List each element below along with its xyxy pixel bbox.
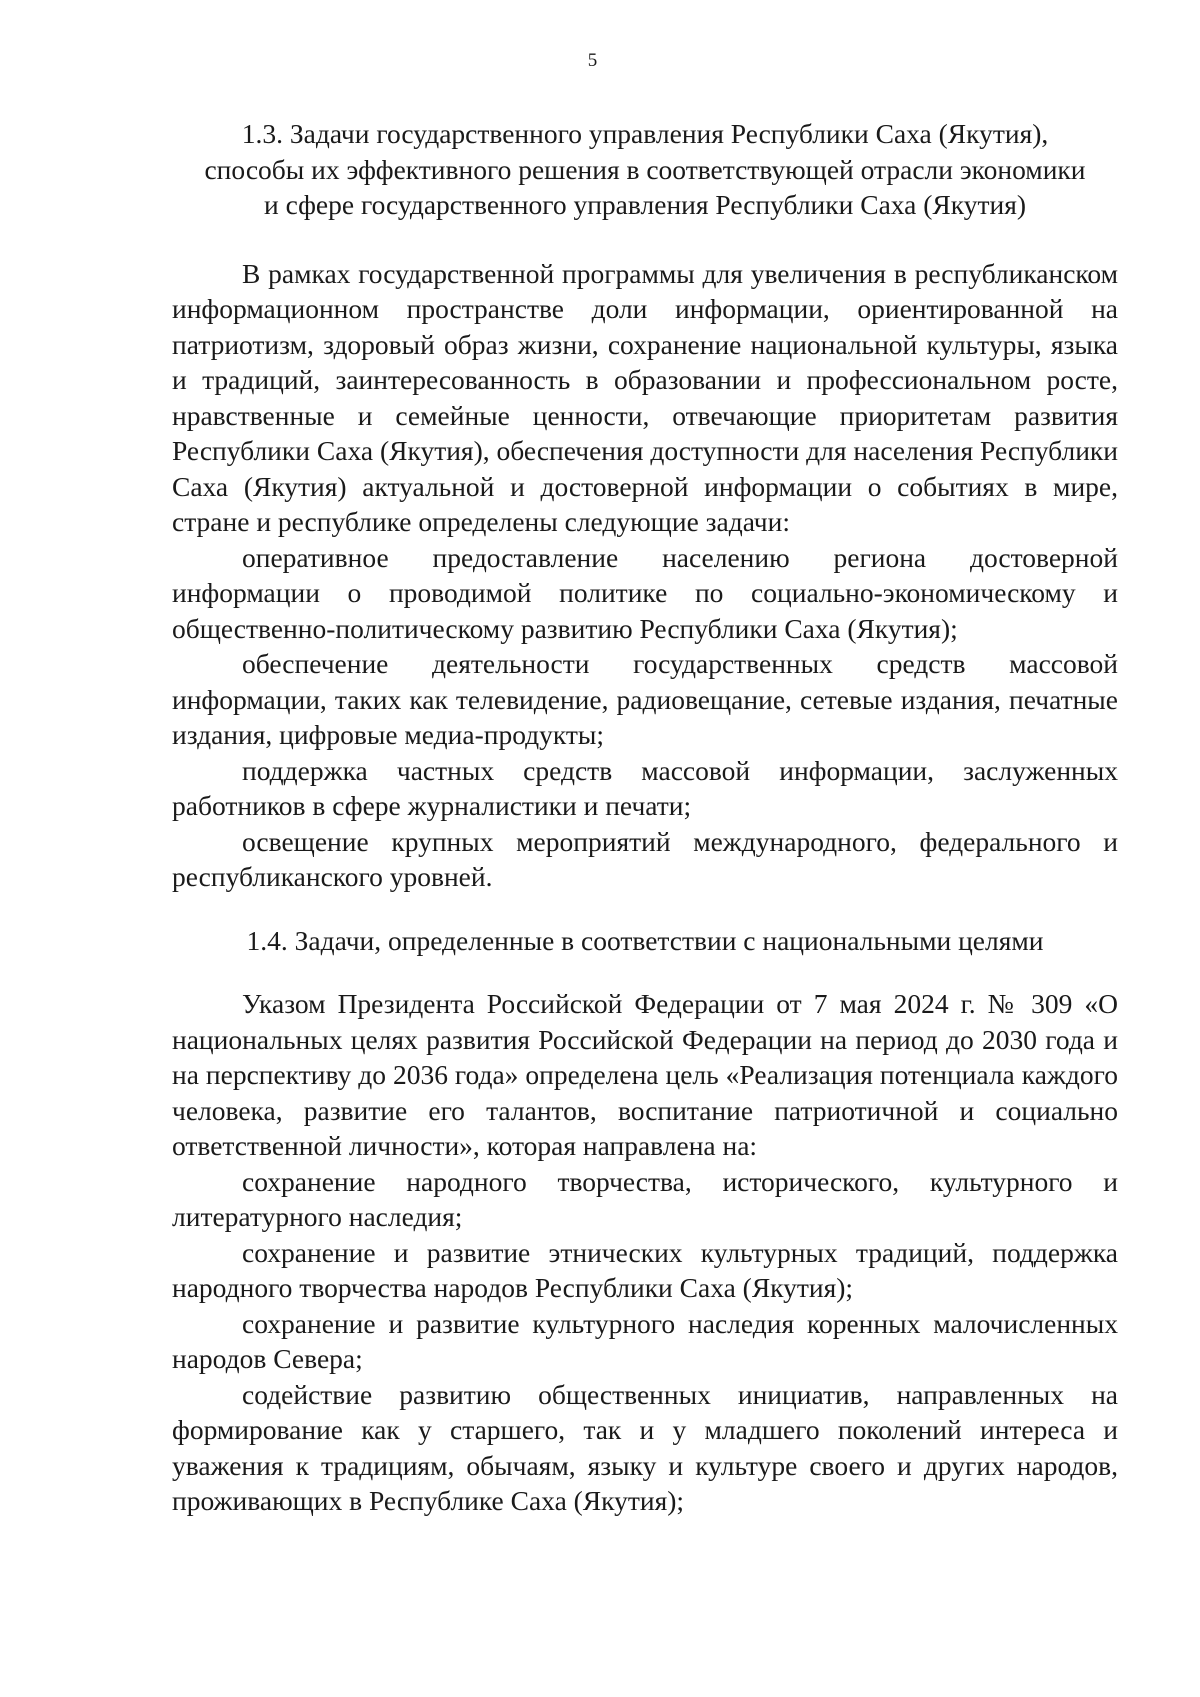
list-item: обеспечение деятельности государственных средств массовой информации, таких как телевидение, радиовещание, сетевые издания, печатные издания, цифровые медиа-продукты; xyxy=(172,648,1118,750)
heading-line: 1.3. Задачи государственного управления Республики Саха (Якутия), xyxy=(241,118,1049,149)
heading-line: и сфере государственного управления Республики Саха (Якутия) xyxy=(263,189,1027,220)
list-item: поддержка частных средств массовой информации, заслуженных работников в сфере журналистики и печати; xyxy=(172,754,1118,821)
list-item: оперативное предоставление населению региона достоверной информации о проводимой политике по социально-экономическому и общественно-политическому развитию Республики Саха (Якутия); xyxy=(172,541,1118,644)
list-item: сохранение и развитие культурного наследия коренных малочисленных народов Севера; xyxy=(172,1307,1118,1374)
paragraph: Указом Президента Российской Федерации от 7 мая 2024 г. № 309 «О национальных целях развития Российской Федерации на период до 2030 года и на перспективу до 2036 года» определена цель «Реализация потенциала каждого человека, развитие его талантов, воспитание патриотичной и социально ответственной личности», которая направлена на: xyxy=(172,988,1118,1161)
list-item: освещение крупных мероприятий международного, федерального и республиканского уровней. xyxy=(172,825,1118,892)
paragraph: В рамках государственной программы для увеличения в республиканском информационном пространстве доли информации, ориентированной на патриотизм, здоровый образ жизни, сохранение национальной культуры, языка и традиций, заинтересованность в образовании и профессиональном росте, нравственные и семейные ценности, отвечающие приоритетам развития Республики Саха (Якутия), обеспечения доступности для населения Республики Саха (Якутия) актуальной и достоверной информации о событиях в мире, стране и республике определены следующие задачи: xyxy=(172,257,1118,537)
list-item: сохранение и развитие этнических культурных традиций, поддержка народного творчества народов Республики Саха (Якутия); xyxy=(172,1236,1118,1303)
section-1-4-heading: 1.4. Задачи, определенные в соответствии с национальными целями xyxy=(246,924,1044,956)
page-number: 5 xyxy=(587,50,598,71)
heading-line: способы их эффективного решения в соответствующей отрасли экономики xyxy=(204,153,1086,185)
list-item: содействие развитию общественных инициатив, направленных на формирование как у старшего, так и у младшего поколений интереса и уважения к традициям, обычаям, языку и культуре своего и других народов, проживающих в Республике Саха (Якутия); xyxy=(172,1378,1118,1516)
section-1-3-heading xyxy=(172,116,1118,223)
page-content xyxy=(172,116,1118,1519)
list-item: сохранение народного творчества, исторического, культурного и литературного наследия; xyxy=(172,1165,1118,1232)
